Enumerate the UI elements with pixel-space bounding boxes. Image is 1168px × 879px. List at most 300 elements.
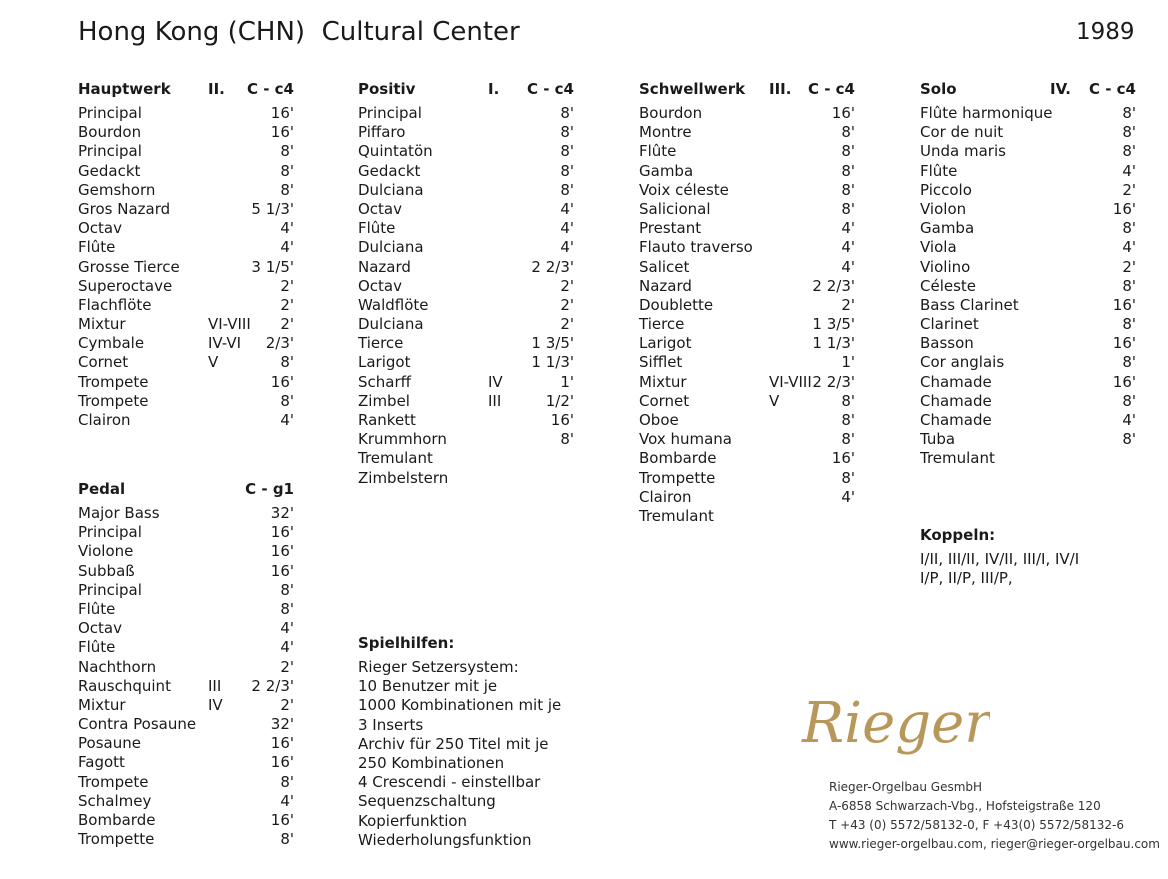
division-header [639,80,855,99]
stop-row [358,315,574,334]
stop-name: Nachthorn [78,657,157,676]
stop-pitch: 8' [1122,123,1136,142]
stop-row [639,392,855,411]
stop-pitch: 8' [560,180,574,199]
stop-pitch: 8' [1122,430,1136,449]
stop-pitch: 8' [1122,391,1136,410]
stop-name: Dulciana [358,180,424,199]
stop-row [78,373,294,392]
stop-pitch: 2 2/3' [251,676,294,695]
stop-pitch: 8' [280,180,294,199]
stop-row [920,277,1136,296]
stop-name: Violon [920,199,967,218]
stop-name: Trompette [639,468,716,487]
stop-name: Flûte [358,219,396,238]
stop-name: Octav [78,219,123,238]
stop-name: Fagott [78,753,125,772]
stop-pitch: 16' [270,372,294,391]
compass-range: C - g1 [245,480,294,498]
stop-pitch: 4' [560,219,574,238]
stop-ranks: V [208,353,219,372]
stop-pitch: 5 1/3' [251,199,294,218]
stop-name: Violone [78,542,134,561]
stop-name: Octav [358,199,403,218]
stop-pitch: 2' [560,276,574,295]
stop-row [78,773,294,792]
stop-row [639,373,855,392]
stop-list [920,104,1136,469]
stop-pitch: 4' [1122,238,1136,257]
stop-name: Voix céleste [639,180,729,199]
stop-name: Tremulant [920,449,995,468]
stop-pitch: 8' [1122,219,1136,238]
stop-name: Violino [920,257,971,276]
stop-row [920,430,1136,449]
stop-pitch: 8' [841,142,855,161]
stop-row [358,238,574,257]
division-header [78,480,294,499]
stop-name: Viola [920,238,957,257]
build-year: 1989 [1076,19,1135,45]
spielhilfen-line: Kopierfunktion [358,811,468,830]
stop-row [920,142,1136,161]
stop-pitch: 1' [560,372,574,391]
stop-pitch: 16' [270,734,294,753]
stop-row [639,123,855,142]
stop-row [920,162,1136,181]
stop-row [78,181,294,200]
stop-name: Quintatön [358,142,433,161]
stop-row [920,258,1136,277]
stop-row [78,715,294,734]
stop-row [78,238,294,257]
stop-name: Larigot [639,334,692,353]
stop-row [78,504,294,523]
stop-row [920,219,1136,238]
stop-row [358,258,574,277]
stop-pitch: 16' [831,104,855,122]
stop-row [78,411,294,430]
stop-row [78,296,294,315]
stop-pitch: 8' [280,391,294,410]
stop-name: Salicet [639,257,690,276]
stop-pitch: 8' [841,391,855,410]
spielhilfen-line: Sequenzschaltung [358,792,496,811]
stop-pitch: 8' [841,468,855,487]
stop-name: Doublette [639,295,714,314]
stop-pitch: 4' [1122,161,1136,180]
stop-list [78,104,294,430]
stop-list [78,504,294,849]
stop-row [358,296,574,315]
stop-ranks: IV [488,372,503,391]
stop-pitch: 32' [270,715,294,734]
stop-name: Subbaß [78,561,135,580]
stop-name: Principal [78,523,142,542]
stop-row [639,488,855,507]
stop-row [358,392,574,411]
stop-pitch: 8' [841,123,855,142]
division-header [920,80,1136,99]
spielhilfen-line: Wiederholungsfunktion [358,830,532,849]
stop-row [920,392,1136,411]
stop-row [639,507,855,526]
stop-pitch: 16' [1112,372,1136,391]
address-street: A-6858 Schwarzach-Vbg., Hofsteigstraße 120 [829,799,1101,813]
stop-name: Contra Posaune [78,715,197,734]
stop-pitch: 4' [841,487,855,506]
stop-pitch: 8' [1122,315,1136,334]
stop-pitch: 16' [270,123,294,142]
stop-pitch: 16' [270,104,294,122]
stop-pitch: 32' [270,504,294,522]
stop-ranks: V [769,391,780,410]
stop-pitch: 8' [280,161,294,180]
stop-name: Clairon [78,411,131,429]
spielhilfen-line: 10 Benutzer mit je [358,677,498,696]
stop-pitch: 2' [280,657,294,676]
stop-row [358,469,574,488]
stop-name: Flûte [78,638,116,657]
stop-pitch: 8' [280,772,294,791]
stop-name: Salicional [639,199,711,218]
stop-name: Oboe [639,411,679,429]
stop-name: Gedackt [78,161,141,180]
stop-pitch: 4' [280,619,294,638]
stop-name: Cornet [639,391,690,410]
stop-name: Tierce [639,315,685,334]
stop-row [78,619,294,638]
stop-name: Bourdon [78,123,142,142]
stop-row [358,123,574,142]
stop-name: Rauschquint [78,676,171,695]
stop-pitch: 2' [280,695,294,714]
stop-name: Cor anglais [920,353,1005,372]
stop-row [920,104,1136,123]
stop-pitch: 2/3' [265,334,294,353]
stop-name: Superoctave [78,276,173,295]
stop-row [639,104,855,123]
stop-name: Cor de nuit [920,123,1004,142]
stop-row [358,411,574,430]
rieger-logo-text: Rieger [802,691,990,756]
stop-name: Krummhorn [358,430,447,449]
division-hauptwerk [78,80,294,430]
address-web[interactable]: www.rieger-orgelbau.com, rieger@rieger-orgelbau.com [829,837,1160,851]
stop-pitch: 2' [1122,257,1136,276]
stop-row [920,200,1136,219]
stop-name: Tierce [358,334,404,353]
stop-name: Piffaro [358,123,406,142]
stop-row [78,811,294,830]
stop-pitch: 16' [270,811,294,829]
stop-pitch: 8' [1122,104,1136,122]
stop-pitch: 8' [560,123,574,142]
stop-pitch: 16' [1112,295,1136,314]
stop-name: Scharff [358,372,411,391]
spielhilfen-line: 250 Kombinationen [358,753,505,772]
stop-pitch: 8' [841,199,855,218]
stop-row [920,411,1136,430]
stop-name: Posaune [78,734,141,753]
stop-name: Céleste [920,276,977,295]
stop-pitch: 2' [560,315,574,334]
koppeln-line: I/II, III/II, IV/II, III/I, IV/I [920,550,1080,568]
stop-name: Gemshorn [78,180,156,199]
stop-row [920,449,1136,468]
stop-pitch: 8' [841,180,855,199]
stop-row [78,200,294,219]
stop-pitch: 8' [560,142,574,161]
division-header [358,80,574,99]
stop-pitch: 8' [280,830,294,849]
stop-pitch: 8' [280,353,294,372]
stop-pitch: 2' [841,295,855,314]
division-pedal [78,480,294,849]
stop-name: Bourdon [639,104,703,122]
stop-name: Octav [358,276,403,295]
stop-name: Mixtur [639,372,687,391]
stop-row [78,353,294,372]
stop-pitch: 1 3/5' [812,315,855,334]
manual-number: III. [769,80,792,98]
rieger-logo [800,680,990,768]
stop-pitch: 2' [280,295,294,314]
stop-pitch: 8' [560,430,574,449]
stop-row [639,353,855,372]
stop-row [78,753,294,772]
stop-pitch: 1/2' [545,391,574,410]
spielhilfen-line: Rieger Setzersystem: [358,658,519,676]
stop-name: Clairon [639,487,692,506]
koppeln-list [920,550,1160,588]
stop-name: Tremulant [358,449,433,468]
stop-row [78,334,294,353]
compass-range: C - c4 [807,80,855,98]
stop-pitch: 8' [841,161,855,180]
stop-pitch: 4' [280,791,294,810]
stop-pitch: 16' [270,523,294,542]
spielhilfen-section [358,634,618,850]
stop-pitch: 8' [1122,276,1136,295]
stop-name: Dulciana [358,315,424,334]
stop-pitch: 2' [560,295,574,314]
spielhilfen-heading: Spielhilfen: [358,634,455,652]
stop-row [639,258,855,277]
stop-name: Cymbale [78,334,145,353]
manual-number: IV. [1050,80,1071,98]
stop-pitch: 16' [270,753,294,772]
stop-row [639,430,855,449]
compass-range: C - c4 [526,80,574,98]
stop-row [358,277,574,296]
stop-row [78,830,294,849]
stop-name: Gamba [639,161,694,180]
stop-name: Waldflöte [358,295,429,314]
stop-row [78,562,294,581]
stop-pitch: 3 1/5' [251,257,294,276]
division-name: Solo [920,80,957,98]
stop-name: Principal [358,104,422,122]
stop-row [78,658,294,677]
company-address [829,778,1160,854]
stop-name: Flûte [920,161,958,180]
stop-row [78,123,294,142]
stop-name: Zimbelstern [358,468,449,487]
stop-name: Bass Clarinet [920,295,1019,314]
stop-pitch: 4' [1122,411,1136,429]
stop-name: Basson [920,334,974,353]
stop-row [920,296,1136,315]
stop-pitch: 4' [280,238,294,257]
stop-row [639,162,855,181]
stop-row [358,104,574,123]
stop-name: Flauto traverso [639,238,753,257]
stop-pitch: 4' [280,219,294,238]
stop-row [920,334,1136,353]
stop-row [78,392,294,411]
stop-name: Nazard [639,276,692,295]
stop-name: Trompete [78,391,149,410]
stop-name: Unda maris [920,142,1006,161]
stop-pitch: 4' [841,257,855,276]
stop-row [920,238,1136,257]
division-name: Positiv [358,80,416,98]
stop-row [358,430,574,449]
stop-name: Montre [639,123,692,142]
stop-list [639,104,855,526]
stop-pitch: 8' [280,599,294,618]
stop-pitch: 1 1/3' [812,334,855,353]
stop-name: Mixtur [78,315,126,334]
stop-name: Chamade [920,391,992,410]
stop-pitch: 2 2/3' [812,276,855,295]
stop-row [78,142,294,161]
stop-row [639,411,855,430]
stop-row [358,142,574,161]
stop-row [78,542,294,561]
spielhilfen-line: Archiv für 250 Titel mit je [358,734,549,753]
stop-name: Major Bass [78,504,160,522]
stop-name: Schalmey [78,791,152,810]
stop-name: Cornet [78,353,129,372]
stop-row [78,792,294,811]
stop-row [78,600,294,619]
stop-row [358,162,574,181]
stop-pitch: 2' [280,276,294,295]
stop-pitch: 16' [1112,199,1136,218]
stop-row [639,200,855,219]
stop-name: Principal [78,580,142,599]
stop-name: Gedackt [358,161,421,180]
stop-row [920,181,1136,200]
stop-row [78,277,294,296]
stop-name: Principal [78,142,142,161]
stop-row [78,581,294,600]
stop-row [639,296,855,315]
stop-name: Flûte [639,142,677,161]
stop-row [639,181,855,200]
stop-pitch: 16' [270,542,294,561]
stop-row [639,449,855,468]
stop-row [639,469,855,488]
stop-pitch: 1' [841,353,855,372]
stop-pitch: 1 3/5' [531,334,574,353]
division-name: Pedal [78,480,126,498]
division-name: Schwellwerk [639,80,746,98]
division-name: Hauptwerk [78,80,171,98]
stop-row [358,181,574,200]
spielhilfen-list [358,658,618,850]
stop-row [78,258,294,277]
stop-pitch: 4' [280,411,294,429]
rieger-logo-mark [800,680,990,764]
stop-name: Flûte [78,238,116,257]
stop-pitch: 4' [841,238,855,257]
stop-name: Sifflet [639,353,683,372]
stop-name: Trompette [78,830,155,849]
stop-row [358,373,574,392]
stop-name: Gamba [920,219,975,238]
stop-pitch: 2 2/3' [812,372,855,391]
manual-number: II. [208,80,225,98]
stop-pitch: 8' [1122,353,1136,372]
stop-name: Piccolo [920,180,972,199]
manual-number: I. [488,80,500,98]
compass-range: C - c4 [246,80,294,98]
stop-row [78,734,294,753]
stop-name: Clarinet [920,315,979,334]
stop-name: Prestant [639,219,702,238]
stop-pitch: 8' [280,580,294,599]
stop-ranks: IV-VI [208,334,242,353]
stop-name: Zimbel [358,391,410,410]
division-positiv [358,80,574,488]
stop-row [920,353,1136,372]
stop-name: Tremulant [639,506,714,525]
stop-list [358,104,574,488]
spielhilfen-line: 3 Inserts [358,715,424,734]
stop-pitch: 4' [560,238,574,257]
stop-row [639,142,855,161]
stop-name: Grosse Tierce [78,257,180,276]
stop-name: Principal [78,104,142,122]
stop-pitch: 2' [280,315,294,334]
stop-pitch: 16' [831,449,855,468]
stop-name: Trompete [78,772,149,791]
page-title: Hong Kong (CHN) Cultural Center [78,17,520,47]
stop-pitch: 4' [841,219,855,238]
stop-pitch: 16' [270,561,294,580]
stop-row [639,238,855,257]
stop-ranks: VI-VIII [769,372,812,391]
stop-name: Vox humana [639,430,732,449]
stop-row [358,219,574,238]
stop-name: Flûte harmonique [920,104,1053,122]
stop-pitch: 1 1/3' [531,353,574,372]
stop-row [78,638,294,657]
division-schwellwerk [639,80,855,526]
stop-pitch: 4' [280,638,294,657]
stop-name: Bombarde [639,449,717,468]
stop-row [78,523,294,542]
compass-range: C - c4 [1088,80,1136,98]
stop-row [639,315,855,334]
stop-row [358,334,574,353]
stop-name: Flachflöte [78,295,152,314]
stop-ranks: VI-VIII [208,315,251,334]
stop-pitch: 8' [560,104,574,122]
